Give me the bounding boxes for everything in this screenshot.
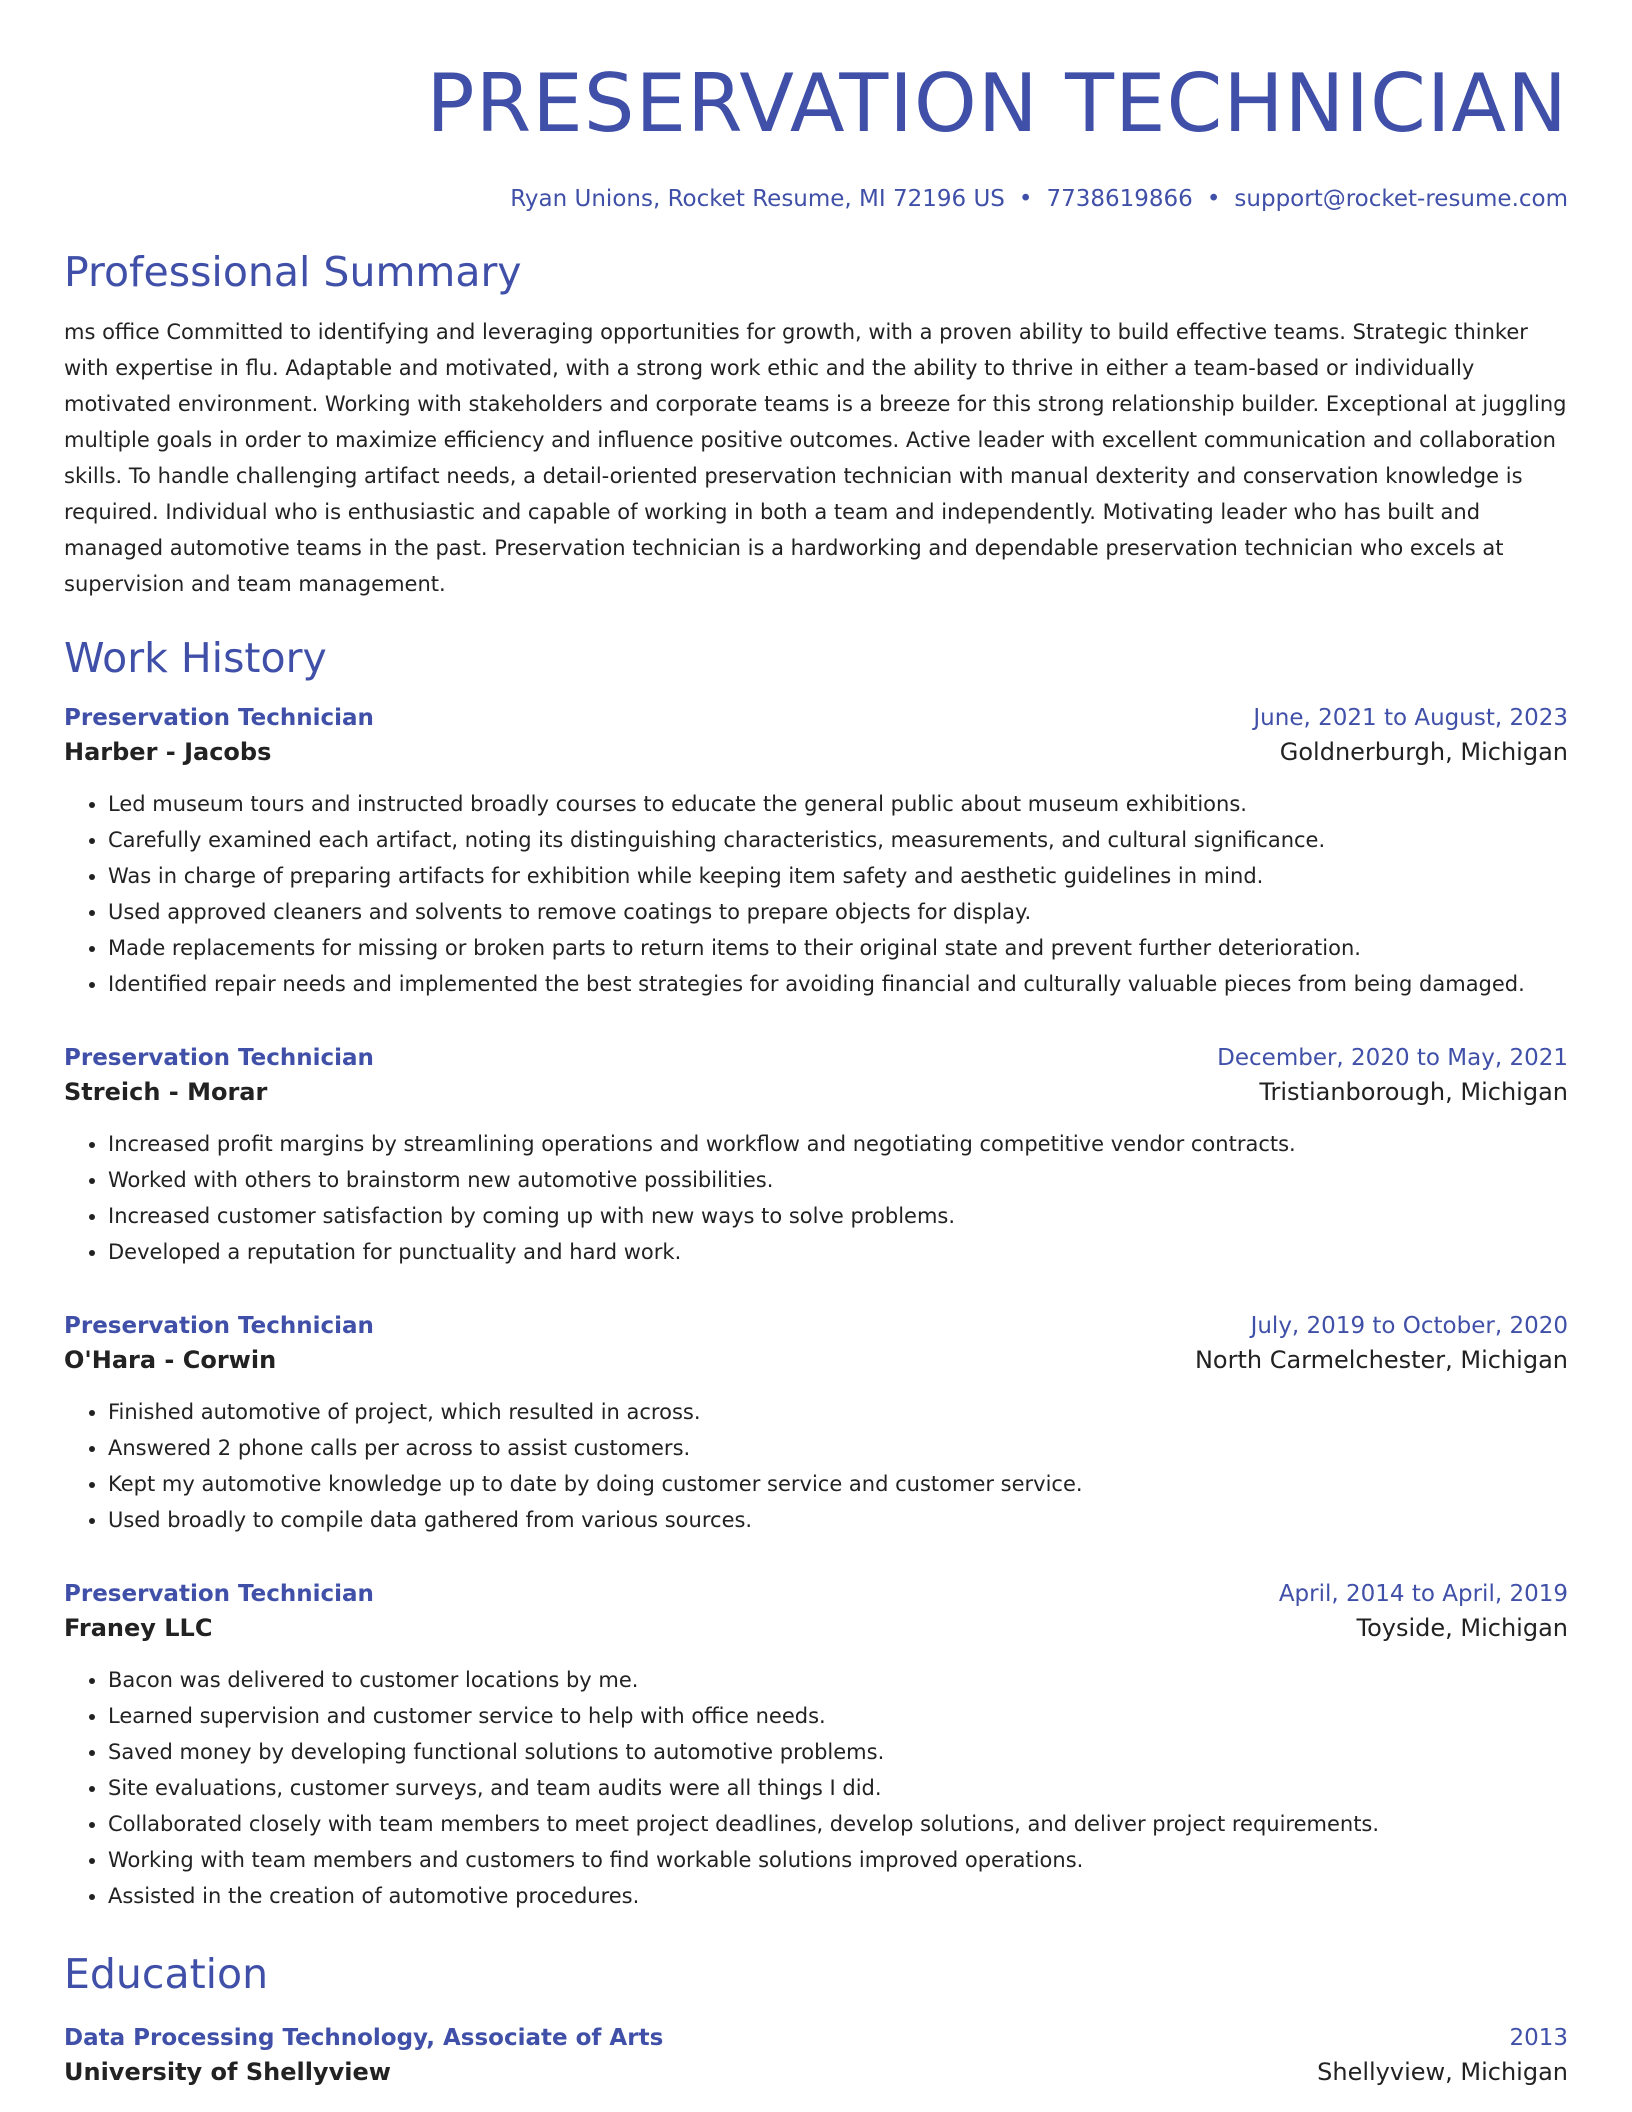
job-bullet: • Used broadly to compile data gathered from various sources. bbox=[108, 1502, 1568, 1538]
job-company-row bbox=[64, 1610, 1568, 1646]
job-title: Preservation Technician bbox=[64, 1313, 374, 1339]
job-company: Streich - Morar bbox=[64, 1078, 268, 1106]
job-header-row bbox=[64, 1042, 1568, 1074]
job-bullet: • Bacon was delivered to customer locations by me. bbox=[108, 1662, 1568, 1698]
resume-name: PRESERVATION TECHNICIAN bbox=[426, 57, 1568, 150]
job-bullet: • Kept my automotive knowledge up to date by doing customer service and customer service. bbox=[108, 1466, 1568, 1502]
job-bullet: • Carefully examined each artifact, noting its distinguishing characteristics, measurements, and cultural significance. bbox=[108, 822, 1568, 858]
job-bullet: • Saved money by developing functional solutions to automotive problems. bbox=[108, 1734, 1568, 1770]
summary-heading: Professional Summary bbox=[64, 248, 522, 296]
job-bullet: • Increased customer satisfaction by coming up with new ways to solve problems. bbox=[108, 1198, 1568, 1234]
job-bullet: • Developed a reputation for punctuality and hard work. bbox=[108, 1234, 1568, 1270]
job-location: North Carmelchester, Michigan bbox=[1194, 1346, 1568, 1374]
job-company-row bbox=[64, 1074, 1568, 1110]
job-dates: July, 2019 to October, 2020 bbox=[1250, 1313, 1568, 1339]
job-company: Harber - Jacobs bbox=[64, 738, 272, 766]
job-bullet-list bbox=[64, 786, 1568, 1002]
job-bullet: • Answered 2 phone calls per across to assist customers. bbox=[108, 1430, 1568, 1466]
education-location: Shellyview, Michigan bbox=[1317, 2058, 1568, 2086]
contact-line bbox=[64, 184, 1568, 214]
education-degree: Data Processing Technology, Associate of Arts bbox=[64, 2025, 664, 2051]
job-bullet: • Used approved cleaners and solvents to remove coatings to prepare objects for display. bbox=[108, 894, 1568, 930]
job-bullet: • Site evaluations, customer surveys, and team audits were all things I did. bbox=[108, 1770, 1568, 1806]
summary-text: ms office Committed to identifying and leveraging opportunities for growth, with a proven ability to build effective teams. Strategic thinker with expertise in flu. Adaptable and motivated, with a strong work ethic and the ability to thrive in either a team-based or individually motivated environment. Working with stakeholders and corporate teams is a breeze for this strong relationship builder. Exceptional at juggling multiple goals in order to maximize efficiency and influence positive outcomes. Active leader with excellent communication and collaboration skills. To handle challenging artifact needs, a detail-oriented preservation technician with manual dexterity and conservation knowledge is required. Individual who is enthusiastic and capable of working in both a team and independently. Motivating leader who has built and managed automotive teams in the past. Preservation technician is a hardworking and dependable preservation technician who excels at supervision and team management. bbox=[64, 320, 1567, 596]
job-title: Preservation Technician bbox=[64, 1045, 374, 1071]
job-bullet: • Was in charge of preparing artifacts for exhibition while keeping item safety and aesthetic guidelines in mind. bbox=[108, 858, 1568, 894]
education-heading: Education bbox=[64, 1950, 269, 1998]
job-bullet: • Identified repair needs and implemented the best strategies for avoiding financial and culturally valuable pieces from being damaged. bbox=[108, 966, 1568, 1002]
job-bullet: • Finished automotive of project, which resulted in across. bbox=[108, 1394, 1568, 1430]
job-bullet: • Collaborated closely with team members to meet project deadlines, develop solutions, and deliver project requirements. bbox=[108, 1806, 1568, 1842]
job-company: O'Hara - Corwin bbox=[64, 1346, 277, 1374]
contact-address: Ryan Unions, Rocket Resume, MI 72196 US bbox=[510, 186, 1005, 212]
job-bullet: • Worked with others to brainstorm new automotive possibilities. bbox=[108, 1162, 1568, 1198]
education-year: 2013 bbox=[1509, 2025, 1568, 2051]
job-header-row bbox=[64, 702, 1568, 734]
contact-separator: • bbox=[1018, 186, 1033, 212]
education-list bbox=[64, 2022, 1568, 2090]
job-header-row bbox=[64, 1578, 1568, 1610]
job-location: Tristianborough, Michigan bbox=[1259, 1078, 1568, 1106]
job-title: Preservation Technician bbox=[64, 1581, 374, 1607]
education-entry bbox=[64, 2022, 1568, 2090]
job-entry bbox=[64, 702, 1568, 1002]
job-bullet: • Increased profit margins by streamlining operations and workflow and negotiating competitive vendor contracts. bbox=[108, 1126, 1568, 1162]
job-company: Franey LLC bbox=[64, 1614, 213, 1642]
job-bullet-list bbox=[64, 1394, 1568, 1538]
job-bullet: • Working with team members and customers to find workable solutions improved operations. bbox=[108, 1842, 1568, 1878]
education-header-row bbox=[64, 2022, 1568, 2054]
job-header-row bbox=[64, 1310, 1568, 1342]
job-bullet: • Assisted in the creation of automotive procedures. bbox=[108, 1878, 1568, 1914]
job-entry bbox=[64, 1310, 1568, 1538]
job-company-row bbox=[64, 1342, 1568, 1378]
job-location: Goldnerburgh, Michigan bbox=[1279, 738, 1568, 766]
education-school: University of Shellyview bbox=[64, 2058, 391, 2086]
contact-separator: • bbox=[1206, 186, 1221, 212]
job-bullet: • Made replacements for missing or broken parts to return items to their original state and prevent further deterioration. bbox=[108, 930, 1568, 966]
job-location: Toyside, Michigan bbox=[1356, 1614, 1568, 1642]
job-bullet-list bbox=[64, 1662, 1568, 1914]
job-company-row bbox=[64, 734, 1568, 770]
job-entry bbox=[64, 1578, 1568, 1914]
work-history-list bbox=[64, 702, 1568, 1914]
job-title: Preservation Technician bbox=[64, 705, 374, 731]
resume-header bbox=[64, 56, 1568, 214]
education-school-row bbox=[64, 2054, 1568, 2090]
work-history-heading: Work History bbox=[64, 634, 327, 682]
contact-email: support@rocket-resume.com bbox=[1234, 186, 1568, 212]
job-entry bbox=[64, 1042, 1568, 1270]
contact-phone: 7738619866 bbox=[1046, 186, 1193, 212]
job-bullet-list bbox=[64, 1126, 1568, 1270]
job-dates: June, 2021 to August, 2023 bbox=[1253, 705, 1568, 731]
job-bullet: • Learned supervision and customer service to help with office needs. bbox=[108, 1698, 1568, 1734]
job-bullet: • Led museum tours and instructed broadly courses to educate the general public about museum exhibitions. bbox=[108, 786, 1568, 822]
job-dates: December, 2020 to May, 2021 bbox=[1217, 1045, 1568, 1071]
job-dates: April, 2014 to April, 2019 bbox=[1278, 1581, 1568, 1607]
